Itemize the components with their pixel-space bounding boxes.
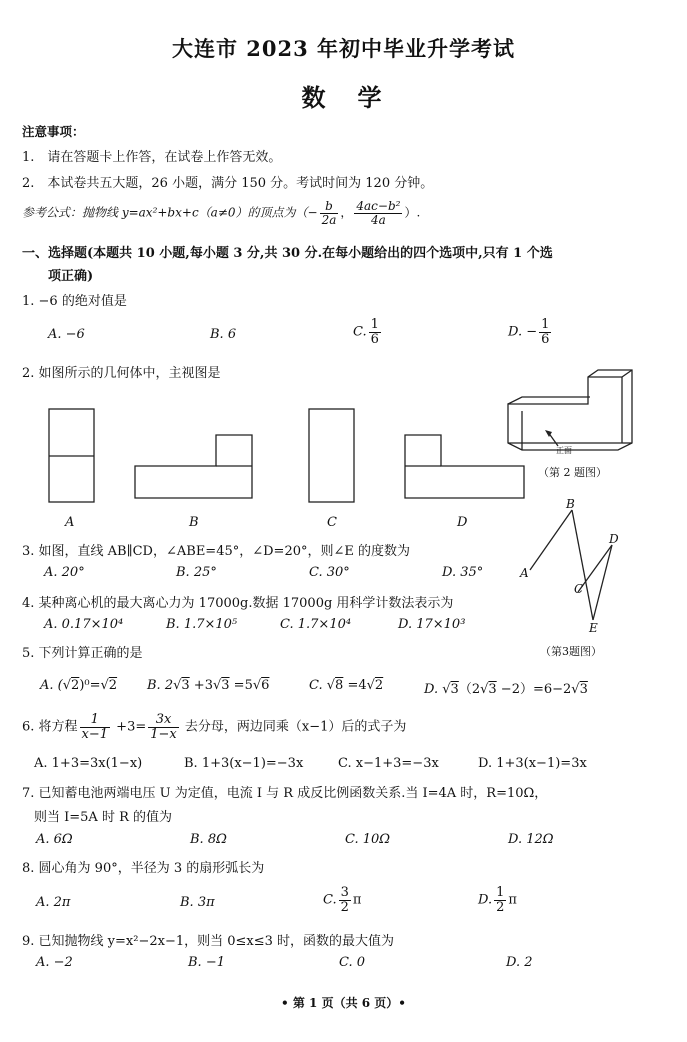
q7-stem-cont: 则当 I=5A 时 R 的值为	[34, 810, 173, 825]
q5-option-a: A. (√2)⁰=√2	[40, 678, 118, 693]
q3-option-c: C. 30°	[309, 565, 350, 580]
q6-stem: 6. 将方程 $\frac{1}{x-1}$ +3= $\frac{3x}{1-x}$ 去分母，两边同乘（x−1）后的式子为	[22, 712, 407, 742]
q5-option-d: D. √3（2√3 −2）=6−2√3	[424, 682, 588, 697]
q9-option-d: D. 2	[506, 955, 533, 970]
exam-title: 大连市 2023 年初中毕业升学考试	[171, 36, 516, 61]
q1-option-d: D. − $\frac{1}{6}$	[508, 317, 550, 347]
q5-stem: 5. 下列计算正确的是	[22, 646, 143, 661]
q8-option-a: A. 2π	[36, 895, 71, 910]
q7-option-c: C. 10Ω	[345, 832, 391, 847]
page-number: • 第 1 页（共 6 页）•	[281, 996, 406, 1010]
q9-stem: 9. 已知抛物线 y=x²−2x−1，则当 0≤x≤3 时，函数的最大值为	[22, 934, 395, 949]
q3-caption: （第3题图）	[540, 645, 602, 658]
q8-option-c: C. $\frac{3}{2}$ π	[323, 885, 362, 915]
q2-label-a: A	[65, 515, 75, 530]
note-item-1: 1. 请在答题卡上作答，在试卷上作答无效。	[22, 150, 282, 165]
q3-option-a: A. 20°	[44, 565, 85, 580]
q1-option-a: A. −6	[48, 327, 85, 342]
q2-label-d: D	[457, 515, 468, 530]
formula-text: 参考公式：抛物线 y=ax²+bx+c（a≠0）的顶点为（−	[22, 205, 318, 220]
q5-option-c: C. √8 =4√2	[309, 678, 384, 693]
formula-frac-2: $\frac{\text{4ac−b²}}{4a}$	[356, 199, 401, 227]
q1-option-b: B. 6	[210, 327, 237, 342]
q7-option-a: A. 6Ω	[36, 832, 73, 847]
q4-option-b: B. 1.7×10⁵	[166, 617, 238, 632]
q7-stem: 7. 已知蓄电池两端电压 U 为定值，电流 I 与 R 成反比例函数关系.当 I=4A 时，R=10Ω，	[22, 786, 548, 801]
q3-stem: 3. 如图，直线 AB∥CD，∠ABE=45°，∠D=20°，则∠E 的度数为	[22, 544, 411, 559]
q2-front-label: 正面	[556, 446, 572, 455]
notes-heading: 注意事项：	[22, 124, 85, 139]
q6-option-a: A. 1+3=3x(1−x)	[34, 756, 143, 771]
q2-label-c: C	[327, 515, 337, 530]
q3-option-d: D. 35°	[442, 565, 484, 580]
q1-stem: 1. −6 的绝对值是	[22, 294, 127, 309]
note-item-2: 2. 本试卷共五大题，26 小题，满分 150 分。考试时间为 120 分钟。	[22, 176, 434, 191]
section-heading-cont: 项正确)	[48, 269, 94, 284]
q2-label-b: B	[189, 515, 199, 530]
q1-option-c: C. $\frac{1}{6}$	[353, 317, 379, 347]
q9-option-c: C. 0	[339, 955, 366, 970]
q4-option-c: C. 1.7×10⁴	[280, 617, 352, 632]
q6-option-b: B. 1+3(x−1)=−3x	[184, 756, 304, 771]
q8-option-b: B. 3π	[180, 895, 215, 910]
q9-option-b: B. −1	[188, 955, 225, 970]
q7-option-d: D. 12Ω	[508, 832, 554, 847]
q8-option-d: D. $\frac{1}{2}$ π	[478, 885, 517, 915]
q3-option-b: B. 25°	[176, 565, 217, 580]
q4-option-a: A. 0.17×10⁴	[44, 617, 124, 632]
q4-stem: 4. 某种离心机的最大离心力为 17000g.数据 17000g 用科学计数法表示为	[22, 596, 454, 611]
q7-option-b: B. 8Ω	[190, 832, 227, 847]
q6-option-c: C. x−1+3=−3x	[338, 756, 439, 771]
reference-formula: 参考公式：抛物线 y=ax²+bx+c（a≠0）的顶点为（− $\frac{b}{2a}$ ， $\frac{\text{4ac−b²}}{4a}$ ）.	[22, 199, 421, 227]
q5-option-b: B. 2√3 +3√3 =5√6	[147, 678, 270, 693]
q3-point-d: D	[609, 532, 619, 546]
q6-option-d: D. 1+3(x−1)=3x	[478, 756, 587, 771]
q3-point-b: B	[566, 497, 575, 511]
q2-stem: 2. 如图所示的几何体中，主视图是	[22, 366, 221, 381]
q3-point-a: A	[520, 566, 529, 580]
q3-point-c: C	[574, 582, 584, 596]
q8-stem: 8. 圆心角为 90°，半径为 3 的扇形弧长为	[22, 861, 265, 876]
q3-point-e: E	[589, 621, 598, 635]
q9-option-a: A. −2	[36, 955, 73, 970]
formula-frac-1: $\frac{b}{2a}$	[321, 199, 337, 227]
section-heading: 一、选择题(本题共 10 小题,每小题 3 分,共 30 分.在每小题给出的四个选项中,只有 1 个选	[22, 246, 553, 261]
q2-caption: （第 2 题图）	[538, 466, 607, 479]
subject-title: 数 学	[301, 83, 386, 112]
q4-option-d: D. 17×10³	[398, 617, 466, 632]
